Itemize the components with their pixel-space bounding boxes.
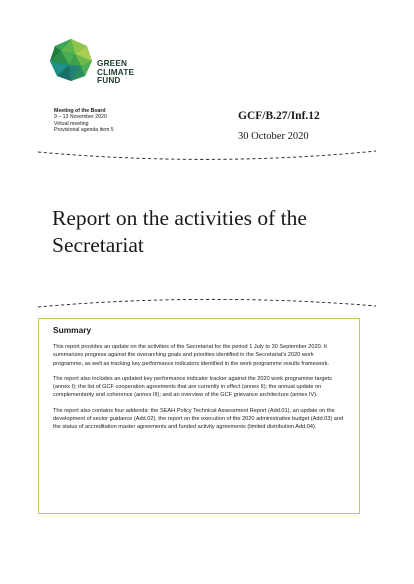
logo-line-3: FUND [97,76,121,85]
bottom-divider [38,296,376,310]
logo-wordmark [97,60,134,86]
meeting-info [54,108,114,134]
summary-paragraph-1: This report provides an update on the activities of the Secretariat for the period 1 July to 30 September 2020. It summarizes progress against the overarching goals and priorities identified in the Secretariat's 2020 work programme, as well as tracking key performance indicators identified in the work programme results framework. [53,344,330,367]
document-date: 30 October 2020 [238,131,309,142]
summary-box [38,318,360,514]
agenda-item: Provisional agenda item 5 [54,127,114,134]
document-info [238,109,320,143]
document-number: GCF/B.27/Inf.12 [238,110,320,122]
summary-heading: Summary [53,325,92,335]
gcf-logo [49,38,169,98]
page-title: Report on the activities of the Secretariat [52,206,307,257]
top-divider [38,148,376,162]
logo-line-2: CLIMATE [97,67,135,77]
logo-line-1: GREEN [97,59,128,68]
summary-paragraph-3: The report also contains four addenda: the SEAH Policy Technical Assessment Report (Add.01), an update on the development of sector guidance (Add.02), the report on the execution of the 2020 administrative budget (Add.03) and the status of accreditation master agreements and funded activity agreements (limited distribution Add.04). [53,407,344,431]
globe-icon [49,38,93,82]
summary-paragraph-2: The report also includes an updated key performance indicator tracker against the 2020 work programme targets (annex I); the list of GCF cooperation agreements that are currently in effect (annex II); the annual update on complementarity and coherence (annex III); and an overview of the GCF grievance architecture (annex IV). [53,375,332,399]
meeting-dates: 9 – 13 November 2020 [54,114,107,121]
meeting-name: Meeting of the Board [54,108,106,114]
meeting-format: Virtual meeting [54,120,89,127]
